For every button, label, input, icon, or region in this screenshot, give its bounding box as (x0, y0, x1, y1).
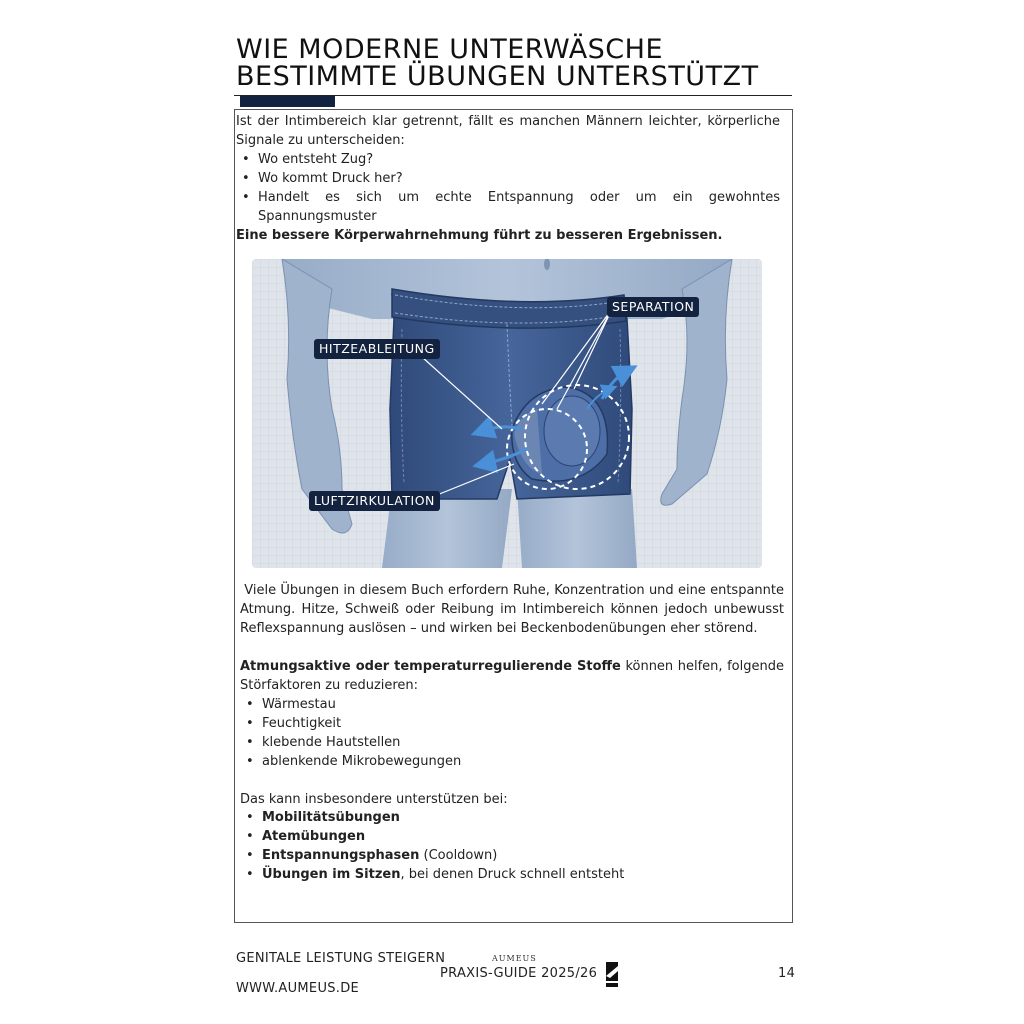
factor-list (240, 695, 784, 771)
list-item: • Feuchtigkeit (240, 714, 784, 733)
intro-line-2: Signale zu unterscheiden: (236, 133, 405, 148)
footer-book-title: GENITALE LEISTUNG STEIGERN (236, 951, 446, 966)
underwear-illustration (252, 259, 762, 568)
list-item (240, 846, 784, 865)
body-p2-rest: können helfen, folgende (625, 659, 784, 674)
label-luftzirkulation: LUFTZIRKULATION (309, 491, 440, 511)
intro-question-list (236, 150, 780, 226)
list-item-continuation-text: Spannungsmuster (258, 209, 377, 224)
footer-brand: AUMEUS (492, 954, 537, 963)
body-p2-line-2: Störfaktoren zu reduzieren: (240, 678, 419, 693)
label-separation: SEPARATION (607, 297, 699, 317)
body-p1-line-1-text: Viele Übungen in diesem Buch erfordern Ruhe, Konzentration und eine entspannte (244, 583, 784, 598)
list-item: • klebende Hautstellen (240, 733, 784, 752)
list-item-continuation (236, 207, 780, 226)
page-number: 14 (778, 966, 796, 981)
body-p3: Das kann insbesondere unterstützen bei: (240, 792, 508, 807)
support-item-rest: , bei denen Druck schnell entsteht (400, 867, 625, 882)
support-item-rest: (Cooldown) (419, 848, 498, 863)
label-hitzeableitung: HITZEABLEITUNG (314, 339, 440, 359)
support-item-bold: Entspannungsphasen (262, 848, 420, 863)
list-item: • Handelt es sich um echte Entspannung oder um ein gewohntes (236, 188, 780, 207)
body-p2-bold: Atmungsaktive oder temperaturregulierende Stoffe (240, 659, 621, 674)
body-p2-line-1 (240, 657, 784, 676)
body-p1-line-3: Reflexspannung auslösen – und wirken bei Beckenbodenübungen eher störend. (240, 621, 758, 636)
list-item (240, 827, 784, 846)
right-leg (517, 489, 637, 568)
list-item: • Wärmestau (240, 695, 784, 714)
body-p1-line-1 (240, 581, 784, 600)
support-list (240, 808, 784, 884)
list-item (240, 865, 784, 884)
page-title-line-2: BESTIMMTE ÜBUNGEN UNTERSTÜTZT (236, 61, 759, 92)
list-item: • Wo kommt Druck her? (236, 169, 780, 188)
title-accent-bar (240, 96, 335, 107)
intro-line-1: Ist der Intimbereich klar getrennt, fällt es manchen Männern leichter, körperliche (236, 114, 780, 129)
brand-logo-icon (604, 962, 620, 987)
page-title (236, 36, 796, 90)
body-p1-line-2: Atmung. Hitze, Schweiß oder Reibung im Intimbereich können jedoch unbewusst (240, 602, 784, 617)
footer-website-link[interactable]: WWW.AUMEUS.DE (236, 981, 360, 996)
support-item-bold: Mobilitätsübungen (262, 810, 400, 825)
intro-bold-statement: Eine bessere Körperwahrnehmung führt zu besseren Ergebnissen. (236, 228, 723, 243)
list-item: • Wo entsteht Zug? (236, 150, 780, 169)
footer-guide-label: PRAXIS-GUIDE 2025/26 (440, 966, 598, 981)
page-title-line-1: WIE MODERNE UNTERWÄSCHE (236, 34, 664, 65)
list-item: • ablenkende Mikrobewegungen (240, 752, 784, 771)
list-item (240, 808, 784, 827)
support-item-bold: Übungen im Sitzen (262, 867, 401, 882)
support-item-bold: Atemübungen (262, 829, 366, 844)
